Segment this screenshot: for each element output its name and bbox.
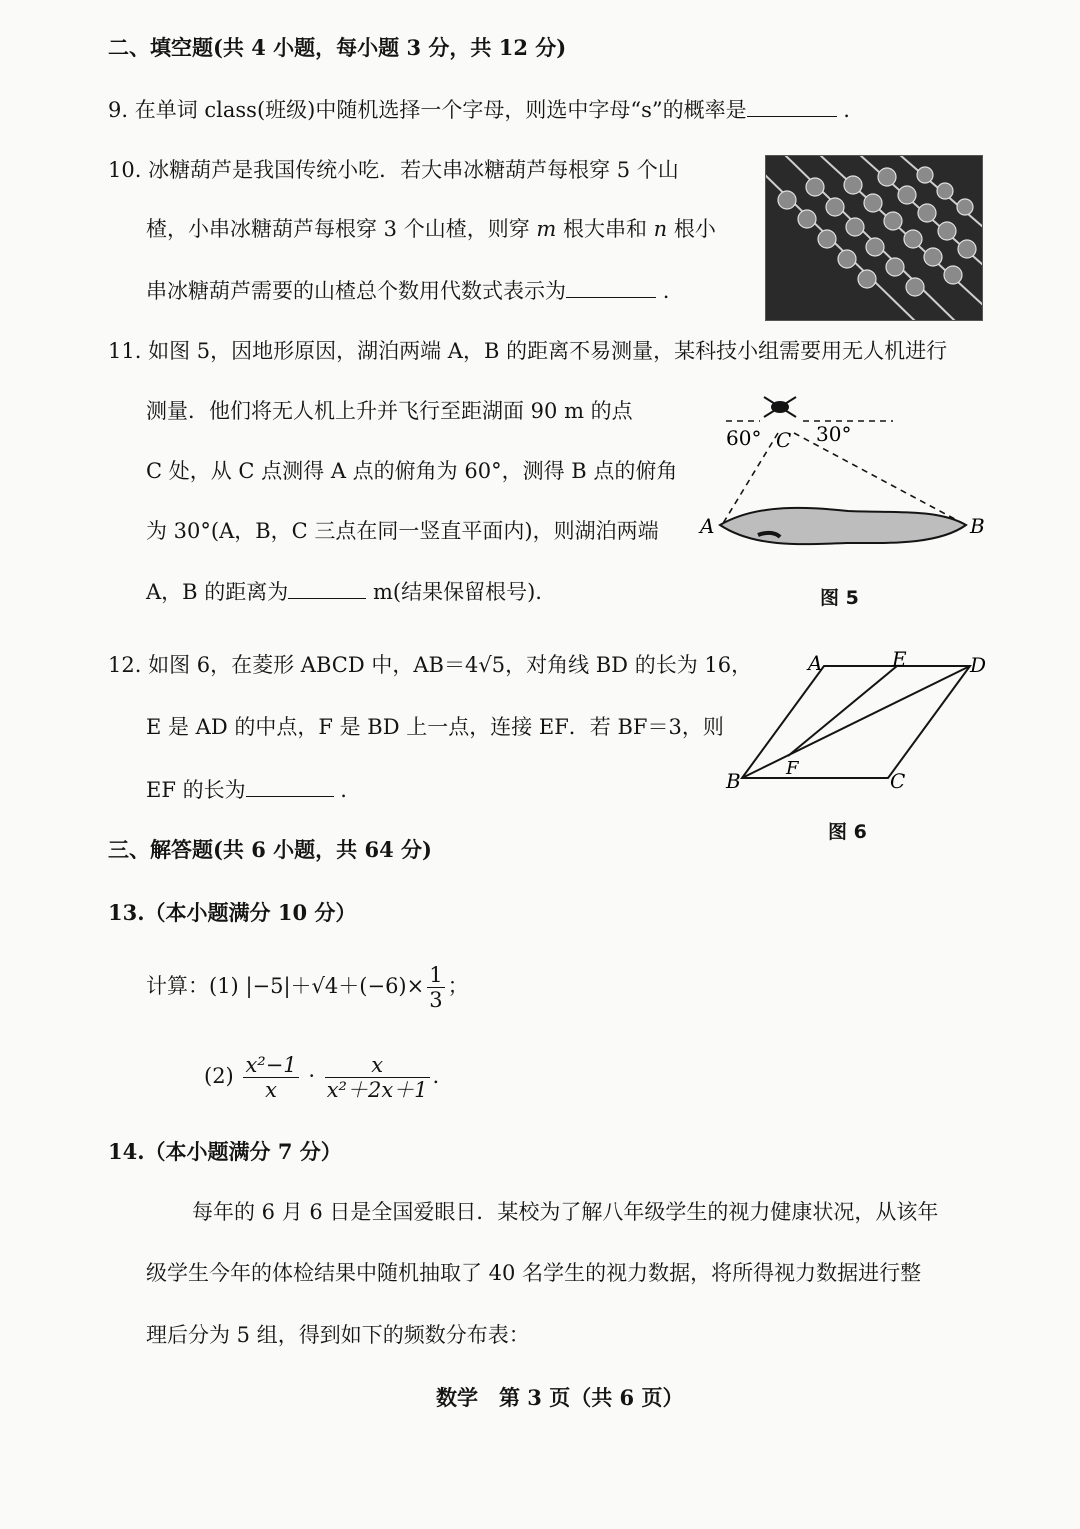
question-10-text-2c: 根小: [667, 217, 716, 241]
fig5-point-c: C: [776, 428, 792, 452]
tanghulu-photo: [765, 155, 983, 321]
figure-6-caption: 图 6: [828, 821, 867, 843]
question-10-text-3: 串冰糖葫芦需要的山楂总个数用代数式表示为: [146, 279, 566, 303]
lake-shape: [720, 508, 966, 544]
answer-blank-10: [566, 275, 656, 298]
question-13-part-1: [146, 958, 469, 1014]
question-12-end: .: [340, 778, 347, 802]
question-9-number: 9.: [108, 98, 129, 122]
answer-blank-12: [246, 774, 334, 797]
question-12-line-3: [146, 774, 347, 805]
q13-part2-end: .: [432, 1064, 440, 1088]
question-10-line-3: [146, 275, 669, 306]
question-9: [108, 94, 850, 125]
variable-n: n: [653, 217, 668, 241]
diagonal-bd: [742, 666, 970, 778]
question-10-line-2: [146, 214, 716, 244]
drone-icon: [764, 397, 796, 417]
question-11-text-5a: A，B 的距离为: [146, 580, 289, 604]
fig5-point-b: B: [970, 514, 985, 538]
question-11-text-5b: m(结果保留根号).: [372, 580, 542, 604]
question-11-line-5: [146, 576, 542, 607]
question-13-header: 13.（本小题满分 10 分）: [108, 900, 357, 925]
fraction-numerator: 1: [429, 963, 443, 987]
fraction-denominator: x: [265, 1078, 277, 1102]
fraction-numerator: x²−1: [245, 1053, 297, 1077]
q13-part1-expression: |−5|＋√4＋(−6)×: [245, 974, 425, 998]
variable-m: m: [536, 217, 557, 241]
fraction-denominator: x²＋2x＋1: [326, 1078, 428, 1102]
fig6-point-a: A: [808, 651, 823, 675]
q13-part1-end: ；: [447, 974, 469, 998]
question-10-text-1: 冰糖葫芦是我国传统小吃．若大串冰糖葫芦每根穿 5 个山: [148, 158, 679, 182]
question-11-line-1: [108, 336, 947, 366]
question-10-text-2a: 楂，小串冰糖葫芦每根穿 3 个山楂，则穿: [146, 217, 537, 241]
fig6-point-d: D: [970, 653, 987, 677]
question-9-end: .: [843, 98, 850, 122]
question-12-line-1: [108, 650, 752, 680]
answer-blank-9: [747, 94, 837, 117]
question-12-text-1: 如图 6，在菱形 ABCD 中，AB＝4√5，对角线 BD 的长为 16，: [148, 653, 753, 677]
question-9-text: 在单词 class(班级)中随机选择一个字母，则选中字母“s”的概率是: [134, 98, 747, 122]
fraction-denominator: 3: [429, 988, 443, 1012]
question-14-header: 14.（本小题满分 7 分）: [108, 1139, 342, 1164]
question-12-text-2: E 是 AD 的中点，F 是 BD 上一点，连接 EF．若 BF＝3，则: [146, 715, 724, 739]
fig5-angle-30: 30°: [816, 422, 852, 446]
question-10-number: 10.: [108, 158, 142, 182]
question-10-line-1: [108, 155, 679, 185]
q13-fraction-one-third: [427, 963, 444, 1012]
question-11-text-3: C 处，从 C 点测得 A 点的俯角为 60°，测得 B 点的俯角: [146, 459, 678, 483]
q13-fraction-1: [243, 1053, 298, 1102]
fig6-point-e: E: [892, 648, 907, 671]
question-11-text-1: 如图 5，因地形原因，湖泊两端 A，B 的距离不易测量，某科技小组需要用无人机进行: [148, 339, 948, 363]
question-11-number: 11.: [108, 339, 142, 363]
page-footer: 数学 第 3 页（共 6 页）: [436, 1385, 684, 1410]
section-3-title: 三、解答题(共 6 小题，共 64 分): [108, 837, 432, 862]
question-10-text-2b: 根大串和: [556, 217, 654, 241]
question-10-end: .: [662, 279, 670, 303]
question-13-part-2: [204, 1048, 439, 1104]
fig6-point-c: C: [890, 769, 906, 793]
section-2-title: 二、填空题(共 4 小题，每小题 3 分，共 12 分): [108, 35, 567, 60]
question-14-text-3: 理后分为 5 组，得到如下的频数分布表：: [146, 1323, 530, 1347]
fig5-point-a: A: [700, 514, 715, 538]
fig5-angle-60: 60°: [726, 426, 762, 450]
figure-6: [722, 648, 992, 798]
question-14-text-1: 每年的 6 月 6 日是全国爱眼日．某校为了解八年级学生的视力健康状况，从该年: [192, 1200, 939, 1224]
question-12-text-3: EF 的长为: [146, 778, 246, 802]
fig6-point-f: F: [786, 758, 799, 779]
question-11-text-2: 测量．他们将无人机上升并飞行至距湖面 90 m 的点: [146, 399, 633, 423]
q13-part1-label: 计算：(1): [146, 974, 239, 998]
question-11-text-4: 为 30°(A，B，C 三点在同一竖直平面内)，则湖泊两端: [146, 519, 659, 543]
q13-fraction-2: [325, 1053, 430, 1102]
multiply-dot: ·: [308, 1064, 316, 1088]
fraction-numerator: x: [325, 1053, 430, 1078]
q13-part2-label: (2): [204, 1064, 234, 1088]
fig6-point-b: B: [726, 769, 741, 793]
question-12-number: 12.: [108, 653, 142, 677]
answer-blank-11: [288, 576, 366, 599]
question-14-text-2: 级学生今年的体检结果中随机抽取了 40 名学生的视力数据，将所得视力数据进行整: [146, 1261, 922, 1285]
figure-5-caption: 图 5: [820, 587, 859, 609]
figure-5: [698, 385, 990, 555]
